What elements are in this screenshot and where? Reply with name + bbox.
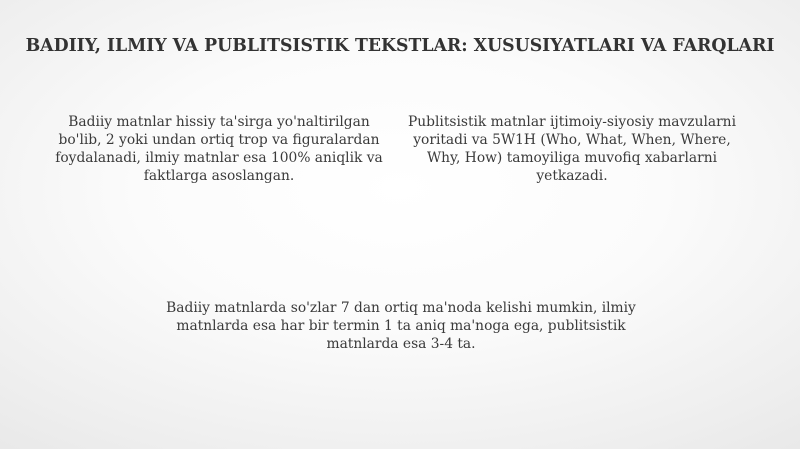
right-text-block: Publitsistik matnlar ijtimoiy-siyosiy mavzularni yoritadi va 5W1H (Who, What, When, Where, Why, How) tamoyiliga muvofiq xabarlarni yetkazadi. (408, 114, 736, 184)
slide-title: BADIIY, ILMIY VA PUBLITSISTIK TEKSTLAR: XUSUSIYATLARI VA FARQLARI (25, 36, 775, 56)
left-text-block: Badiiy matnlar hissiy ta'sirga yo'naltirilgan bo'lib, 2 yoki undan ortiq trop va figuralardan foydalanadi, ilmiy matnlar esa 100% aniqlik va faktlarga asoslangan. (55, 114, 383, 184)
bottom-text-block: Badiiy matnlarda so'zlar 7 dan ortiq ma'noda kelishi mumkin, ilmiy matnlarda esa har bir termin 1 ta aniq ma'noga ega, publitsistik matnlarda esa 3-4 ta. (166, 300, 636, 352)
